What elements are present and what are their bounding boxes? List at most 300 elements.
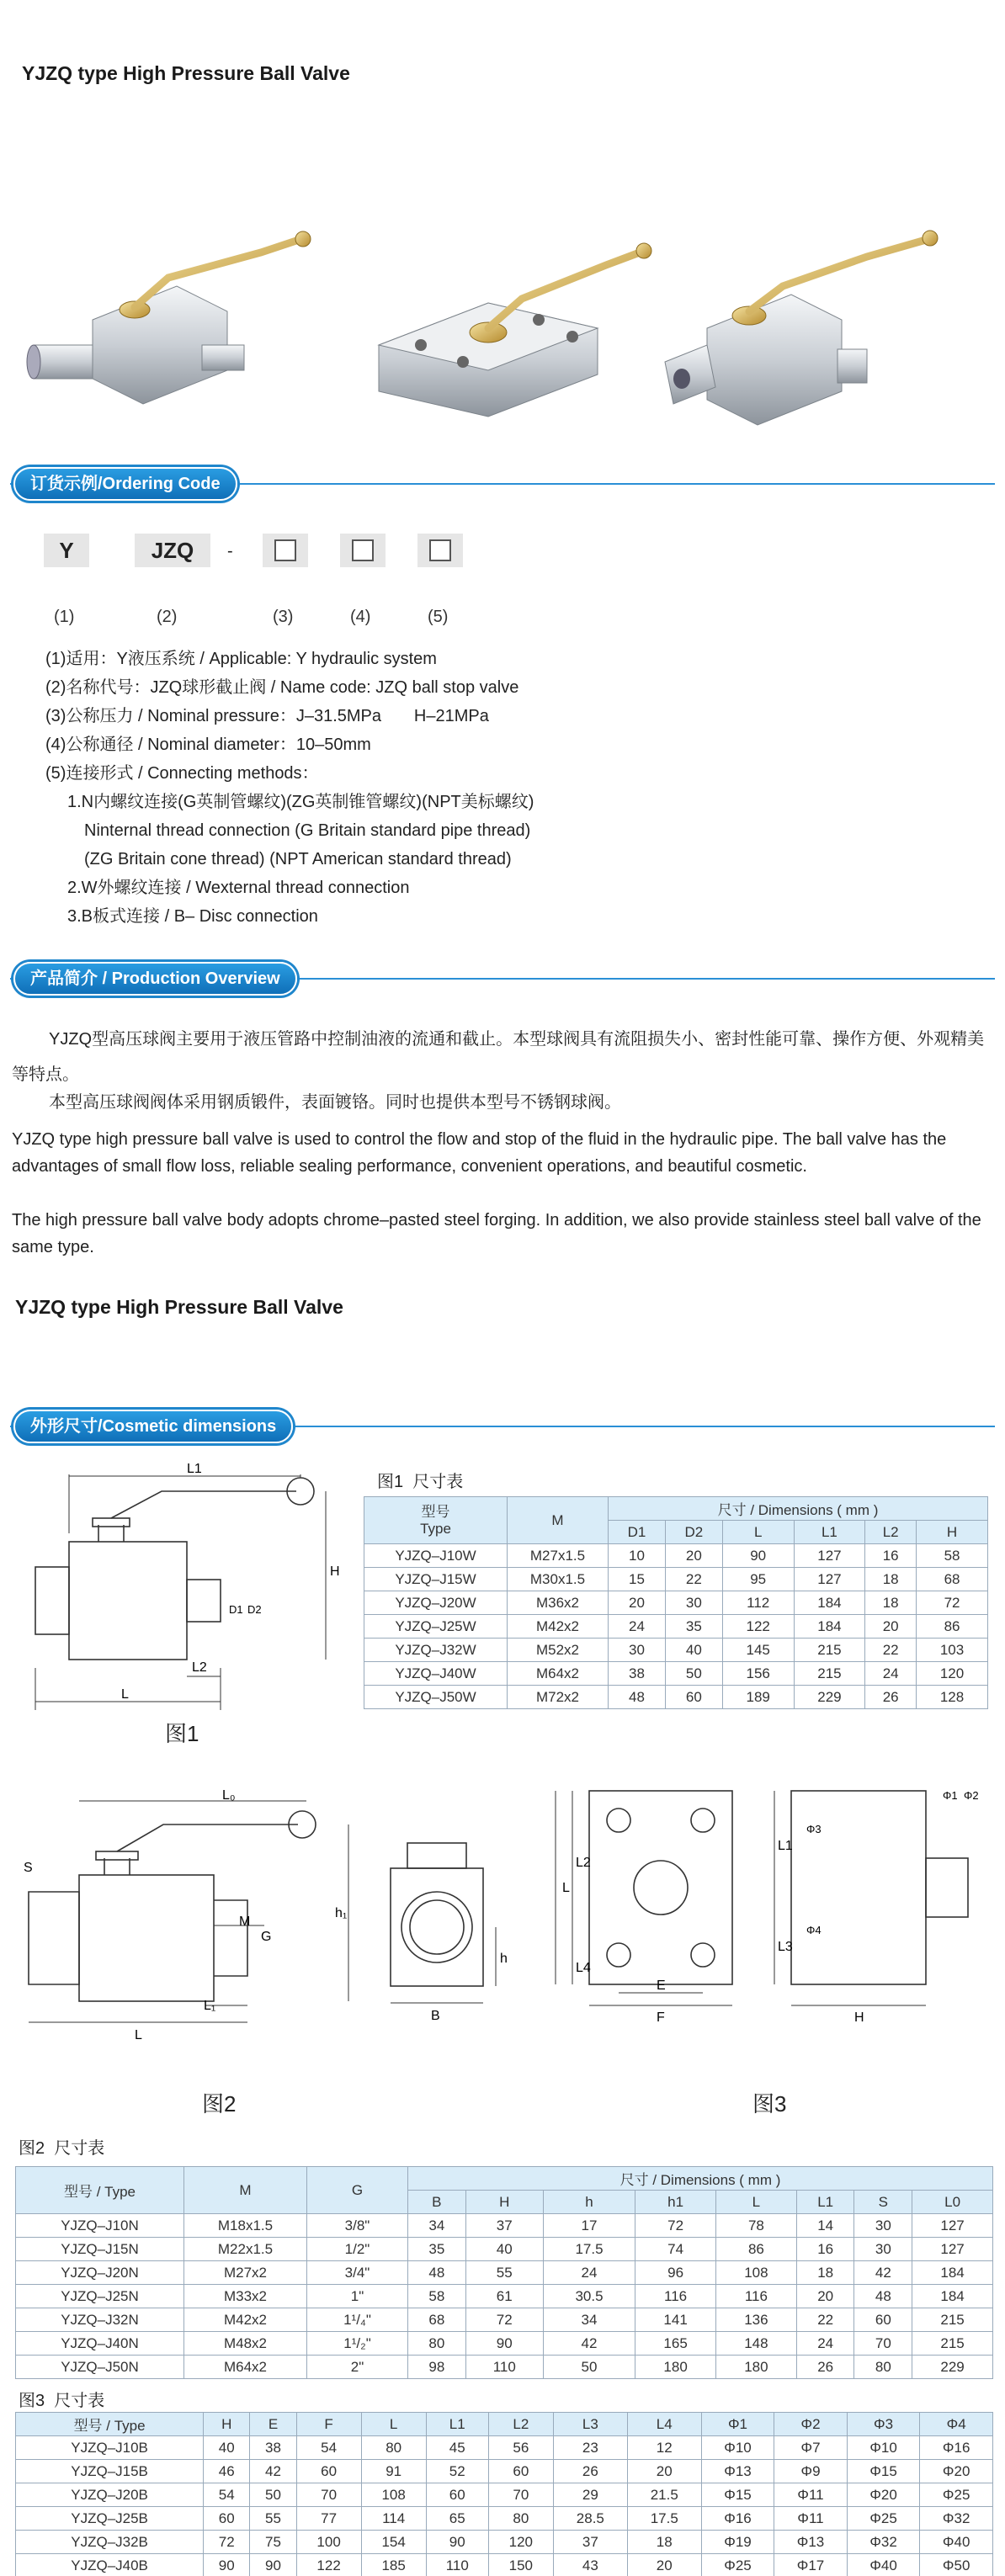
table-cell: M22x1.5 bbox=[184, 2238, 307, 2261]
fig1-d1-label: D1 bbox=[229, 1603, 243, 1616]
ordering-line-5: (5)连接形式 / Connecting methods： bbox=[45, 764, 319, 783]
table-row bbox=[16, 2261, 993, 2285]
table-cell: 1" bbox=[307, 2285, 408, 2308]
ordering-line-4: (4)公称通径 / Nominal diameter：10–50mm bbox=[45, 736, 371, 754]
table-cell: M36x2 bbox=[508, 1591, 609, 1615]
table-cell: 128 bbox=[917, 1686, 988, 1709]
table-cell: 18 bbox=[865, 1591, 917, 1615]
table1-col-header: H bbox=[917, 1521, 988, 1544]
table-cell: 110 bbox=[426, 2554, 488, 2576]
table-cell: 80 bbox=[488, 2507, 553, 2531]
table-cell: YJZQ–J32B bbox=[16, 2531, 204, 2554]
table-cell: 55 bbox=[465, 2261, 543, 2285]
table-cell: M52x2 bbox=[508, 1639, 609, 1662]
table-cell: Φ16 bbox=[920, 2436, 993, 2460]
table-cell: 86 bbox=[917, 1615, 988, 1639]
overview-en-2: The high pressure ball valve body adopts chrome–pasted steel forging. In addition, we also provide stainless steel ball valve of the same type. bbox=[12, 1211, 981, 1256]
table-cell: Φ10 bbox=[847, 2436, 920, 2460]
table-cell: 26 bbox=[553, 2460, 627, 2483]
table-cell: YJZQ–J32W bbox=[364, 1639, 508, 1662]
table-cell: YJZQ–J10W bbox=[364, 1544, 508, 1568]
table-cell: 189 bbox=[722, 1686, 794, 1709]
table3-col-header: L4 bbox=[627, 2413, 701, 2436]
table-cell: YJZQ–J20N bbox=[16, 2261, 184, 2285]
fig2-h-label: h bbox=[500, 1952, 508, 1966]
table-cell: YJZQ–J40W bbox=[364, 1662, 508, 1686]
table-cell: 229 bbox=[794, 1686, 865, 1709]
table-cell: 78 bbox=[716, 2214, 797, 2238]
table-cell: 108 bbox=[716, 2261, 797, 2285]
figure1-label: 图1 bbox=[165, 1721, 199, 1746]
table3-col-header: Φ3 bbox=[847, 2413, 920, 2436]
table-cell: 58 bbox=[408, 2285, 466, 2308]
section2-title: YJZQ type High Pressure Ball Valve bbox=[15, 1296, 343, 1318]
ordering-line-2: (2)名称代号：JZQ球形截止阀 / Name code: JZQ ball stop valve bbox=[45, 678, 519, 697]
table2-head-m: M bbox=[184, 2167, 307, 2214]
table1-col-header: L2 bbox=[865, 1521, 917, 1544]
table-cell: 90 bbox=[204, 2554, 250, 2576]
table-cell: 68 bbox=[917, 1568, 988, 1591]
table-cell: Φ16 bbox=[701, 2507, 774, 2531]
table-cell: YJZQ–J20B bbox=[16, 2483, 204, 2507]
table-cell: 22 bbox=[796, 2308, 854, 2332]
table-cell: YJZQ–J50W bbox=[364, 1686, 508, 1709]
table-cell: 29 bbox=[553, 2483, 627, 2507]
table-cell: 215 bbox=[912, 2332, 993, 2356]
table-cell: 96 bbox=[635, 2261, 716, 2285]
table2-col-header: L1 bbox=[796, 2191, 854, 2214]
valve-photo-threaded-external bbox=[25, 219, 311, 404]
table-cell: 70 bbox=[854, 2332, 912, 2356]
table-cell: 50 bbox=[543, 2356, 635, 2379]
table-cell: 110 bbox=[465, 2356, 543, 2379]
table-cell: 215 bbox=[912, 2308, 993, 2332]
table-cell: 24 bbox=[865, 1662, 917, 1686]
table-cell: 1¹/₂" bbox=[307, 2332, 408, 2356]
table-cell: 112 bbox=[722, 1591, 794, 1615]
code-jzq: JZQ bbox=[135, 534, 210, 567]
table-cell: 30.5 bbox=[543, 2285, 635, 2308]
table-cell: 60 bbox=[488, 2460, 553, 2483]
table-row bbox=[16, 2483, 993, 2507]
table-cell: 77 bbox=[296, 2507, 361, 2531]
table3-col-header: Φ2 bbox=[774, 2413, 848, 2436]
table-cell: Φ25 bbox=[920, 2483, 993, 2507]
table-cell: 120 bbox=[917, 1662, 988, 1686]
table-cell: 103 bbox=[917, 1639, 988, 1662]
table-cell: 184 bbox=[912, 2261, 993, 2285]
table-row bbox=[364, 1544, 988, 1568]
table-cell: Φ17 bbox=[774, 2554, 848, 2576]
table-cell: 122 bbox=[722, 1615, 794, 1639]
code-num-5: (5) bbox=[428, 608, 449, 626]
fig3-phi4-label: Φ4 bbox=[806, 1924, 822, 1936]
table-cell: 184 bbox=[794, 1591, 865, 1615]
table-row bbox=[16, 2507, 993, 2531]
table-cell: 34 bbox=[408, 2214, 466, 2238]
table1-col-header: D2 bbox=[665, 1521, 722, 1544]
table-cell: 42 bbox=[543, 2332, 635, 2356]
table-cell: 185 bbox=[361, 2554, 426, 2576]
table-row bbox=[16, 2308, 993, 2332]
table-cell: 74 bbox=[635, 2238, 716, 2261]
table-cell: YJZQ–J10B bbox=[16, 2436, 204, 2460]
fig2-m-label: M bbox=[239, 1915, 251, 1929]
table-cell: 30 bbox=[854, 2238, 912, 2261]
table-cell: 55 bbox=[250, 2507, 296, 2531]
table-cell: 48 bbox=[854, 2285, 912, 2308]
table-cell: 148 bbox=[716, 2332, 797, 2356]
fig3-phi2-label: Φ2 bbox=[964, 1789, 979, 1802]
table-cell: 95 bbox=[722, 1568, 794, 1591]
table-cell: 30 bbox=[854, 2214, 912, 2238]
table-cell: 154 bbox=[361, 2531, 426, 2554]
fig3-l-label: L bbox=[562, 1881, 570, 1895]
table-cell: Φ25 bbox=[847, 2507, 920, 2531]
table3-col-header: L2 bbox=[488, 2413, 553, 2436]
table2-caption: 图2 尺寸表 bbox=[19, 2139, 105, 2158]
table-cell: YJZQ–J40N bbox=[16, 2332, 184, 2356]
table-cell: M42x2 bbox=[508, 1615, 609, 1639]
code-y: Y bbox=[44, 534, 89, 567]
table-cell: 72 bbox=[635, 2214, 716, 2238]
table-cell: 16 bbox=[796, 2238, 854, 2261]
table-cell: Φ11 bbox=[774, 2507, 848, 2531]
table-cell: 90 bbox=[426, 2531, 488, 2554]
fig2-l-label: L bbox=[135, 2028, 142, 2042]
valve-photo-plate bbox=[362, 219, 665, 404]
table-cell: 127 bbox=[912, 2214, 993, 2238]
table-cell: YJZQ–J10N bbox=[16, 2214, 184, 2238]
table-cell: 165 bbox=[635, 2332, 716, 2356]
table-cell: 20 bbox=[609, 1591, 666, 1615]
table-cell: 72 bbox=[465, 2308, 543, 2332]
table-cell: M18x1.5 bbox=[184, 2214, 307, 2238]
table2 bbox=[15, 2166, 993, 2379]
table-cell: Φ40 bbox=[847, 2554, 920, 2576]
table-cell: 50 bbox=[665, 1662, 722, 1686]
table-cell: 45 bbox=[426, 2436, 488, 2460]
table3-col-header: 型号 / Type bbox=[16, 2413, 204, 2436]
page-title: YJZQ type High Pressure Ball Valve bbox=[22, 62, 350, 84]
table-cell: 184 bbox=[794, 1615, 865, 1639]
table2-head-g: G bbox=[307, 2167, 408, 2214]
table-cell: 116 bbox=[716, 2285, 797, 2308]
table2-head-dims: 尺寸 / Dimensions ( mm ) bbox=[408, 2167, 993, 2191]
table-cell: 215 bbox=[794, 1662, 865, 1686]
fig3-l4-label: L4 bbox=[576, 1961, 591, 1975]
table-cell: YJZQ–J20W bbox=[364, 1591, 508, 1615]
table-cell: 38 bbox=[250, 2436, 296, 2460]
table-cell: 42 bbox=[854, 2261, 912, 2285]
table-cell: YJZQ–J25B bbox=[16, 2507, 204, 2531]
fig2-g-label: G bbox=[261, 1930, 272, 1944]
ordering-line-3: (3)公称压力 / Nominal pressure：J–31.5MPa H–21MPa bbox=[45, 707, 489, 725]
table-row bbox=[16, 2214, 993, 2238]
table-row bbox=[16, 2460, 993, 2483]
table-cell: 26 bbox=[796, 2356, 854, 2379]
table-cell: Φ15 bbox=[701, 2483, 774, 2507]
fig3-l2-label: L2 bbox=[576, 1856, 591, 1870]
table-cell: Φ9 bbox=[774, 2460, 848, 2483]
table-cell: 46 bbox=[204, 2460, 250, 2483]
table-cell: 20 bbox=[627, 2460, 701, 2483]
ordering-line-1: (1)适用：Y液压系统 / Applicable: Y hydraulic system bbox=[45, 650, 437, 668]
table2-head-type: 型号 / Type bbox=[16, 2167, 184, 2214]
table-cell: M30x1.5 bbox=[508, 1568, 609, 1591]
table3 bbox=[15, 2412, 993, 2576]
table-cell: Φ20 bbox=[847, 2483, 920, 2507]
table1-col-header: L bbox=[722, 1521, 794, 1544]
code-dash: - bbox=[227, 542, 233, 560]
figure3-label: 图3 bbox=[752, 2091, 787, 2117]
table-cell: 1/2" bbox=[307, 2238, 408, 2261]
table-cell: 58 bbox=[917, 1544, 988, 1568]
table-cell: 150 bbox=[488, 2554, 553, 2576]
table-cell: 24 bbox=[609, 1615, 666, 1639]
table-cell: 24 bbox=[796, 2332, 854, 2356]
table3-col-header: H bbox=[204, 2413, 250, 2436]
table2-col-header: B bbox=[408, 2191, 466, 2214]
code-num-2: (2) bbox=[157, 608, 178, 626]
table-cell: 141 bbox=[635, 2308, 716, 2332]
table1-head-m: M bbox=[508, 1497, 609, 1544]
table-cell: 127 bbox=[794, 1568, 865, 1591]
table-cell: 61 bbox=[465, 2285, 543, 2308]
table3-col-header: Φ1 bbox=[701, 2413, 774, 2436]
table-cell: 17 bbox=[543, 2214, 635, 2238]
fig1-l-label: L bbox=[121, 1687, 129, 1702]
table-cell: 120 bbox=[488, 2531, 553, 2554]
table-cell: 70 bbox=[296, 2483, 361, 2507]
table-cell: 43 bbox=[553, 2554, 627, 2576]
table-cell: 14 bbox=[796, 2214, 854, 2238]
code-num-1: (1) bbox=[54, 608, 75, 626]
table-cell: 60 bbox=[204, 2507, 250, 2531]
table-cell: 18 bbox=[865, 1568, 917, 1591]
code-slot-4 bbox=[340, 534, 386, 567]
table-cell: 127 bbox=[912, 2238, 993, 2261]
table-cell: 54 bbox=[204, 2483, 250, 2507]
table2-col-header: L0 bbox=[912, 2191, 993, 2214]
valve-photo-threaded-internal bbox=[657, 219, 960, 404]
table-cell: 54 bbox=[296, 2436, 361, 2460]
ordering-line-9: 2.W外螺纹连接 / Wexternal thread connection bbox=[67, 879, 410, 897]
table-cell: YJZQ–J32N bbox=[16, 2308, 184, 2332]
table-cell: 28.5 bbox=[553, 2507, 627, 2531]
table-row bbox=[364, 1639, 988, 1662]
cosmetic-heading: 外形尺寸/Cosmetic dimensions bbox=[13, 1410, 293, 1443]
table-cell: 16 bbox=[865, 1544, 917, 1568]
code-slot-5 bbox=[417, 534, 463, 567]
table-cell: 17.5 bbox=[543, 2238, 635, 2261]
table-cell: 70 bbox=[488, 2483, 553, 2507]
table2-col-header: S bbox=[854, 2191, 912, 2214]
table-cell: 22 bbox=[865, 1639, 917, 1662]
table-cell: Φ7 bbox=[774, 2436, 848, 2460]
table-cell: 108 bbox=[361, 2483, 426, 2507]
table-cell: 90 bbox=[250, 2554, 296, 2576]
table-cell: Φ13 bbox=[701, 2460, 774, 2483]
table1-head-type: 型号 Type bbox=[364, 1497, 508, 1544]
fig2-l1-label: L₁ bbox=[204, 1999, 216, 2013]
table-cell: 91 bbox=[361, 2460, 426, 2483]
table-cell: 48 bbox=[408, 2261, 466, 2285]
ordering-line-6: 1.N内螺纹连接(G英制管螺纹)(ZG英制锥管螺纹)(NPT美标螺纹) bbox=[67, 793, 534, 811]
table3-col-header: Φ4 bbox=[920, 2413, 993, 2436]
table-cell: 20 bbox=[665, 1544, 722, 1568]
ordering-line-7: Ninternal thread connection (G Britain standard pipe thread) bbox=[84, 821, 531, 840]
fig3-l3-label: L3 bbox=[778, 1940, 793, 1954]
table-cell: 127 bbox=[794, 1544, 865, 1568]
table-cell: 56 bbox=[488, 2436, 553, 2460]
fig3-e-label: E bbox=[657, 1978, 666, 1993]
table3-col-header: L bbox=[361, 2413, 426, 2436]
fig3-l1-label: L1 bbox=[778, 1839, 793, 1853]
table-cell: Φ25 bbox=[701, 2554, 774, 2576]
table-cell: 37 bbox=[553, 2531, 627, 2554]
table-cell: 60 bbox=[665, 1686, 722, 1709]
table-cell: YJZQ–J40B bbox=[16, 2554, 204, 2576]
table-cell: Φ40 bbox=[920, 2531, 993, 2554]
table-cell: 26 bbox=[865, 1686, 917, 1709]
table-cell: 20 bbox=[796, 2285, 854, 2308]
table-cell: M42x2 bbox=[184, 2308, 307, 2332]
table-cell: 18 bbox=[796, 2261, 854, 2285]
table-cell: 20 bbox=[865, 1615, 917, 1639]
table-cell: 86 bbox=[716, 2238, 797, 2261]
ordering-code-heading: 订货示例/Ordering Code bbox=[13, 467, 237, 501]
fig2-h1-label: h₁ bbox=[335, 1906, 348, 1920]
table-cell: 17.5 bbox=[627, 2507, 701, 2531]
table-cell: YJZQ–J50N bbox=[16, 2356, 184, 2379]
table-cell: 229 bbox=[912, 2356, 993, 2379]
table-cell: M33x2 bbox=[184, 2285, 307, 2308]
table-cell: 2" bbox=[307, 2356, 408, 2379]
table1 bbox=[364, 1496, 988, 1709]
overview-cn-1: YJZQ型高压球阀主要用于液压管路中控制油液的流通和截止。本型球阀具有流阻损失小、密封性能可靠、操作方便、外观精美等特点。 bbox=[12, 1030, 985, 1084]
table1-col-header: D1 bbox=[609, 1521, 666, 1544]
table1-col-header: L1 bbox=[794, 1521, 865, 1544]
table-cell: 3/8" bbox=[307, 2214, 408, 2238]
table-cell: Φ20 bbox=[920, 2460, 993, 2483]
table-row bbox=[16, 2238, 993, 2261]
table-row bbox=[16, 2356, 993, 2379]
ordering-line-10: 3.B板式连接 / B– Disc connection bbox=[67, 907, 318, 926]
table-cell: 30 bbox=[609, 1639, 666, 1662]
table-cell: Φ13 bbox=[774, 2531, 848, 2554]
fig2-s-label: S bbox=[24, 1861, 33, 1875]
fig2-l0-label: L₀ bbox=[222, 1788, 236, 1803]
table-row bbox=[16, 2531, 993, 2554]
table-row bbox=[364, 1662, 988, 1686]
table-cell: 80 bbox=[854, 2356, 912, 2379]
table-cell: 184 bbox=[912, 2285, 993, 2308]
table-cell: 116 bbox=[635, 2285, 716, 2308]
table-cell: 38 bbox=[609, 1662, 666, 1686]
table-cell: 65 bbox=[426, 2507, 488, 2531]
table-row bbox=[364, 1591, 988, 1615]
table-cell: 40 bbox=[204, 2436, 250, 2460]
table-row bbox=[364, 1686, 988, 1709]
table-cell: 72 bbox=[917, 1591, 988, 1615]
table-cell: YJZQ–J15B bbox=[16, 2460, 204, 2483]
table-cell: 40 bbox=[665, 1639, 722, 1662]
table-cell: 10 bbox=[609, 1544, 666, 1568]
table-cell: 22 bbox=[665, 1568, 722, 1591]
table-cell: Φ11 bbox=[774, 2483, 848, 2507]
table-cell: 37 bbox=[465, 2214, 543, 2238]
ordering-line-8: (ZG Britain cone thread) (NPT American standard thread) bbox=[84, 850, 512, 868]
table-cell: 68 bbox=[408, 2308, 466, 2332]
fig3-phi1-label: Φ1 bbox=[943, 1789, 958, 1802]
table-cell: 35 bbox=[408, 2238, 466, 2261]
table-cell: M72x2 bbox=[508, 1686, 609, 1709]
table-cell: 42 bbox=[250, 2460, 296, 2483]
table-cell: 136 bbox=[716, 2308, 797, 2332]
table-cell: M64x2 bbox=[184, 2356, 307, 2379]
table-cell: 145 bbox=[722, 1639, 794, 1662]
figure2-drawing bbox=[12, 1788, 365, 2043]
table-cell: 156 bbox=[722, 1662, 794, 1686]
table-cell: 52 bbox=[426, 2460, 488, 2483]
code-slot-3 bbox=[263, 534, 308, 567]
table-cell: 3/4" bbox=[307, 2261, 408, 2285]
table-cell: 50 bbox=[250, 2483, 296, 2507]
fig2-b-label: B bbox=[431, 2009, 440, 2023]
table-cell: Φ15 bbox=[847, 2460, 920, 2483]
fig3-f-label: F bbox=[657, 2010, 665, 2025]
table1-caption: 图1 尺寸表 bbox=[377, 1473, 464, 1491]
table-cell: 35 bbox=[665, 1615, 722, 1639]
table3-col-header: L3 bbox=[553, 2413, 627, 2436]
overview-cn-2: 本型高压球阀阀体采用钢质锻件，表面镀铬。同时也提供本型号不锈钢球阀。 bbox=[49, 1093, 621, 1112]
figure2-label: 图2 bbox=[202, 2091, 237, 2117]
table-cell: Φ19 bbox=[701, 2531, 774, 2554]
table-cell: 34 bbox=[543, 2308, 635, 2332]
table-cell: 90 bbox=[722, 1544, 794, 1568]
table-cell: 215 bbox=[794, 1639, 865, 1662]
table-cell: 1¹/₄" bbox=[307, 2308, 408, 2332]
table2-col-header: H bbox=[465, 2191, 543, 2214]
table1-head-dims: 尺寸 / Dimensions ( mm ) bbox=[609, 1497, 988, 1521]
table-cell: 12 bbox=[627, 2436, 701, 2460]
table-cell: 80 bbox=[361, 2436, 426, 2460]
table-cell: 48 bbox=[609, 1686, 666, 1709]
fig1-h-label: H bbox=[330, 1564, 340, 1579]
table-cell: 18 bbox=[627, 2531, 701, 2554]
table-cell: 60 bbox=[426, 2483, 488, 2507]
table2-col-header: h1 bbox=[635, 2191, 716, 2214]
fig3-h-label: H bbox=[854, 2010, 864, 2025]
table-row bbox=[16, 2332, 993, 2356]
table-cell: 90 bbox=[465, 2332, 543, 2356]
table3-col-header: F bbox=[296, 2413, 361, 2436]
table-cell: 21.5 bbox=[627, 2483, 701, 2507]
table-cell: 20 bbox=[627, 2554, 701, 2576]
figure1-drawing bbox=[19, 1462, 347, 1718]
table-cell: 98 bbox=[408, 2356, 466, 2379]
table2-col-header: h bbox=[543, 2191, 635, 2214]
fig3-phi3-label: Φ3 bbox=[806, 1823, 822, 1835]
table-row bbox=[16, 2554, 993, 2576]
table-cell: 23 bbox=[553, 2436, 627, 2460]
fig1-d2-label: D2 bbox=[247, 1603, 262, 1616]
figure2-side-drawing bbox=[374, 1809, 508, 2062]
table-cell: M48x2 bbox=[184, 2332, 307, 2356]
table-row bbox=[364, 1615, 988, 1639]
table-cell: 30 bbox=[665, 1591, 722, 1615]
